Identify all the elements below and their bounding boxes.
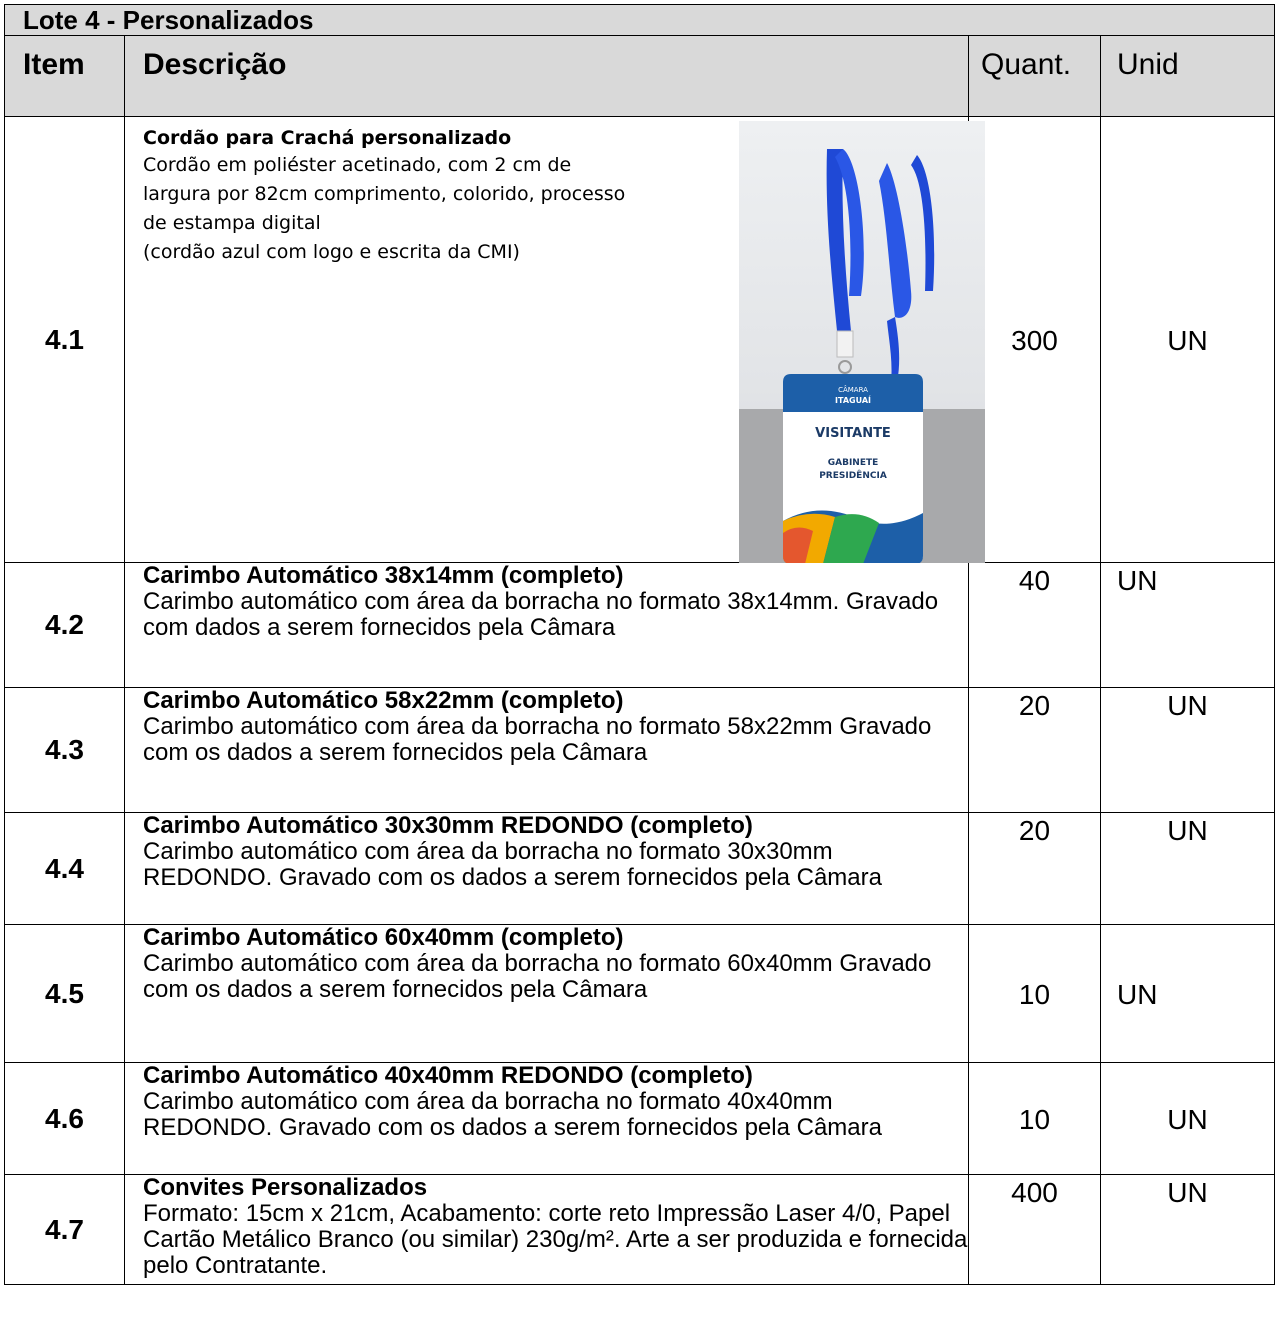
table-row [5, 813, 1275, 925]
header-quantity: Quant. [969, 36, 1101, 117]
item-number: 4.7 [5, 1175, 125, 1285]
item-title: Carimbo Automático 38x14mm (completo) [143, 562, 624, 589]
item-description [125, 563, 969, 688]
lanyard-badge-photo [739, 121, 985, 563]
item-body: Formato: 15cm x 21cm, Acabamento: corte reto Impressão Laser 4/0, Papel Cartão Metálico Branco (ou similar) 230g/m². Arte a ser produzida e fornecida pelo Contratante. [143, 1200, 968, 1279]
table-row [5, 117, 1275, 563]
item-body: Carimbo automático com área da borracha no formato 30x30mm REDONDO. Gravado com os dados a serem fornecidos pela Câmara [143, 838, 882, 891]
table-header-row [5, 36, 1275, 117]
item-unit: UN [1101, 117, 1275, 563]
item-body: Carimbo automático com área da borracha no formato 60x40mm Gravado com os dados a serem fornecidos pela Câmara [143, 950, 932, 1003]
header-item: Item [5, 36, 125, 117]
header-unit: Unid [1101, 36, 1275, 117]
lanyard-badge-image [739, 121, 985, 563]
badge-dept-line1: GABINETE [827, 458, 879, 468]
badge-label: VISITANTE [815, 426, 891, 441]
item-quantity: 40 [969, 563, 1101, 688]
item-unit: UN [1101, 1175, 1275, 1285]
item-description [125, 688, 969, 813]
item-description [125, 1175, 969, 1285]
item-title: Cordão para Crachá personalizado [143, 127, 512, 149]
item-number: 4.3 [5, 688, 125, 813]
item-number: 4.6 [5, 1063, 125, 1175]
item-title: Carimbo Automático 40x40mm REDONDO (completo) [143, 1062, 753, 1089]
item-body: Carimbo automático com área da borracha no formato 40x40mm REDONDO. Gravado com os dados a serem fornecidos pela Câmara [143, 1088, 882, 1141]
item-unit: UN [1101, 688, 1275, 813]
item-number: 4.5 [5, 925, 125, 1063]
item-body: Carimbo automático com área da borracha no formato 58x22mm Gravado com os dados a serem fornecidos pela Câmara [143, 713, 932, 766]
item-quantity: 10 [969, 1063, 1101, 1175]
item-number: 4.4 [5, 813, 125, 925]
item-quantity: 20 [969, 688, 1101, 813]
items-table [4, 4, 1275, 1285]
header-description: Descrição [125, 36, 969, 117]
item-title: Carimbo Automático 58x22mm (completo) [143, 687, 624, 714]
item-title: Carimbo Automático 60x40mm (completo) [143, 924, 624, 951]
badge-org-line2: ITAGUAÍ [835, 396, 871, 405]
items-table-container [4, 4, 1275, 1285]
item-description [125, 117, 969, 563]
item-quantity: 20 [969, 813, 1101, 925]
item-number: 4.1 [5, 117, 125, 563]
item-quantity: 300 [969, 117, 1101, 563]
item-body: Carimbo automático com área da borracha no formato 38x14mm. Gravado com dados a serem fornecidos pela Câmara [143, 588, 939, 641]
item-unit: UN [1101, 563, 1275, 688]
lot-title: Lote 4 - Personalizados [5, 5, 1275, 36]
item-unit: UN [1101, 813, 1275, 925]
table-row [5, 688, 1275, 813]
item-title: Convites Personalizados [143, 1174, 428, 1201]
table-row [5, 925, 1275, 1063]
badge-org-line1: CÂMARA [838, 386, 868, 394]
badge-dept-line2: PRESIDÊNCIA [819, 471, 887, 481]
item-description [125, 925, 969, 1063]
item-unit: UN [1101, 925, 1275, 1063]
table-row [5, 1063, 1275, 1175]
item-unit: UN [1101, 1063, 1275, 1175]
item-description [125, 1063, 969, 1175]
item-quantity: 10 [969, 925, 1101, 1063]
item-title: Carimbo Automático 30x30mm REDONDO (completo) [143, 812, 753, 839]
table-row [5, 563, 1275, 688]
table-row [5, 1175, 1275, 1285]
item-description [125, 813, 969, 925]
item-body: Cordão em poliéster acetinado, com 2 cm de largura por 82cm comprimento, colorido, processo de estampa digital (cordão azul com logo e escrita da CMI) [143, 154, 626, 263]
item-number: 4.2 [5, 563, 125, 688]
item-quantity: 400 [969, 1175, 1101, 1285]
